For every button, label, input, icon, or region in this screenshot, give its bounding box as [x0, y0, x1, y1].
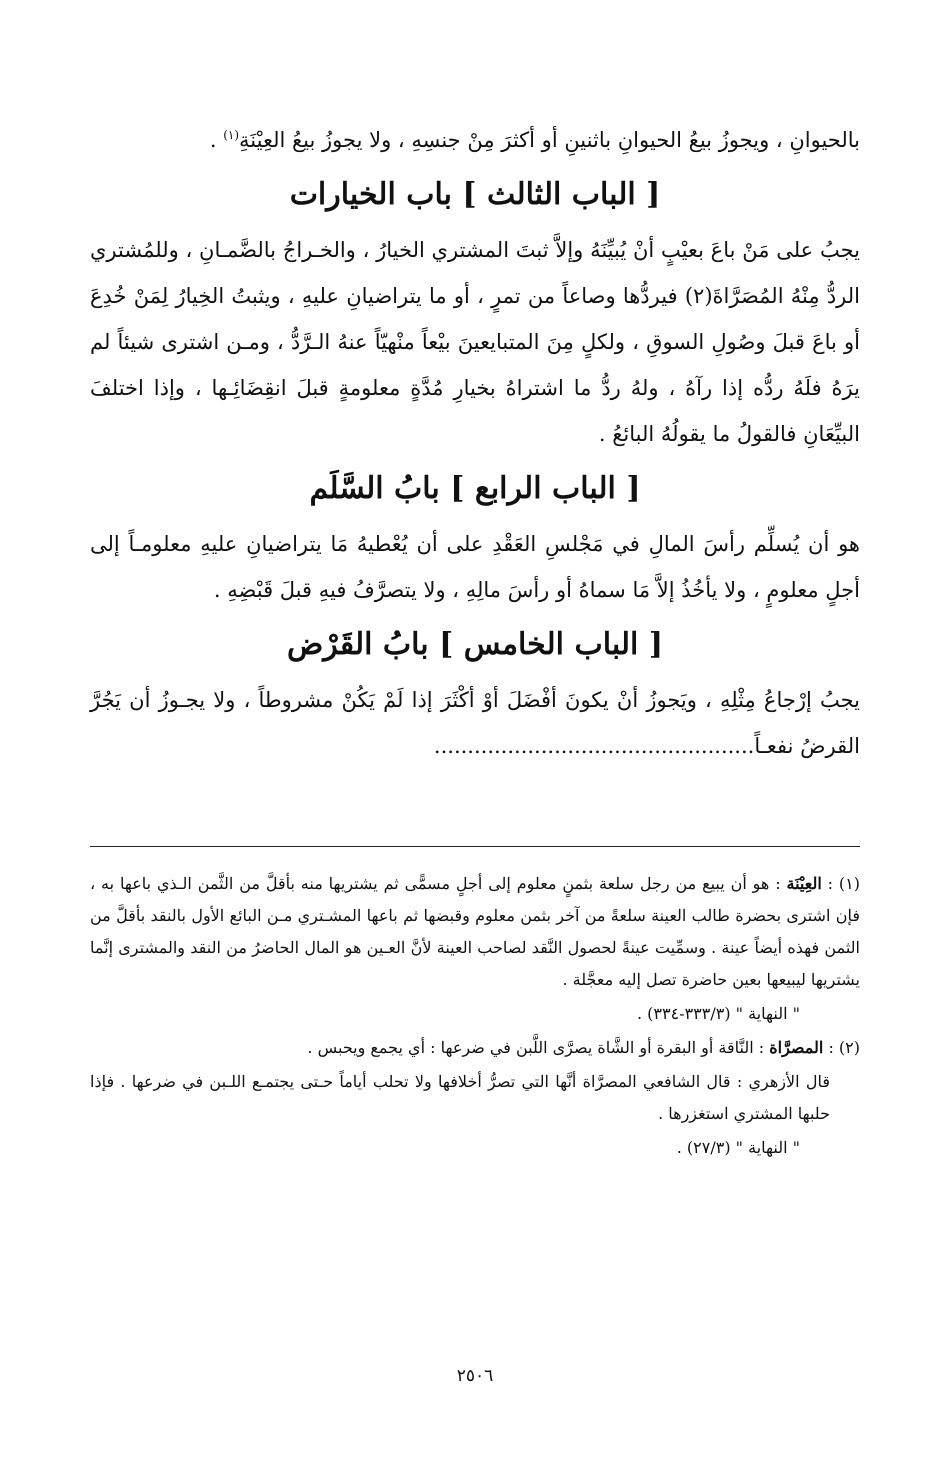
footnote-1-source: " النهاية " (٣٣٣/٣-٣٣٤) . [636, 1004, 800, 1023]
footnote-1-number: (١) : [827, 874, 860, 893]
section-text-salam: هو أن يُسلِّم رأسَ المالِ في مَجْلسِ العَقْدِ على أن يُعْطيهُ مَا يتراضيانِ عليهِ معلومـاً إلى أجلٍ معلومٍ ، ولا يأخُذُ إلاَّ مَا سماهُ أو رأسَ مالِهِ ، ولا يتصرَّفُ فيهِ قبلَ قَبْضِهِ . [90, 532, 861, 602]
footnote-divider [90, 846, 860, 847]
footnote-2-text: : النَّاقة أو البقرة أو الشَّاة يصرَّى اللَّبن في ضرعها : أي يجمع ويحبس . [307, 1038, 770, 1057]
footnote-2-number: (٢) : [828, 1038, 860, 1057]
intro-end: . [209, 128, 224, 152]
trailing-dots: ................................................ [433, 734, 755, 758]
intro-paragraph [90, 112, 860, 163]
footnote-1 [90, 868, 860, 996]
footnote-1-text: : هو أن يبيع من رجل سلعة بثمنٍ معلوم إلى أجلٍ مسمًّى ثم يشتريها منه بأقلَّ من الثَّمن الـذي باعها به ، فإن اشترى بحضرة طالب العينة سلعةً من آخر بثمن معلوم وقبضها ثم باعها المشـتري مـن البائع الأول بالنقد بأقلَّ من الثمن فهذه أيضاً عينة . وسمِّيت عينةً لحصول النَّقد لصاحب العينة لأنَّ العـين هو المال الحاضرُ من النقد والمشترى إنَّما يشتريها ليبيعها بعين حاضرة تصل إليه معجَّلة . [90, 874, 860, 989]
section-text-options: يجبُ على مَنْ باعَ بعيْبٍ أنْ يُبيِّنَهُ وإلاَّ ثبتَ المشتري الخيارُ ، والخـراجُ بالضَّمـانِ ، وللمُشتري الردُّ مِنْهُ المُصَرَّاةَ(٢) فيردُّها وصاعاً من تمرٍ ، أو ما يتراضيانِ عليهِ ، ويثبتُ الخِيارُ لِمَنْ خُدِعَ أو باعَ قبلَ وصُولِ السوقِ ، ولكلٍ مِنَ المتبايعينَ بيْعاً منْهيّاً عنهُ الـرَّدُّ ، ومـن اشترى شيئاً لم يرَهُ فلَهُ ردُّه إذا رآهُ ، ولهُ ردُّ ما اشتراهُ بخيارِ مُدَّةٍ معلومةٍ قبلَ انقِضَائِـها ، وإذا اختلفَ البيِّعَانِ فالقولُ ما يقولُهُ البائعُ . [90, 238, 860, 446]
footnote-2-source: " النهاية " (٢٧/٣) . [676, 1138, 800, 1157]
section-heading-options: [ الباب الثالث ] باب الخيارات [289, 177, 661, 212]
footnote-1-term: العِيْنَة [786, 874, 822, 893]
section-heading-salam: [ الباب الرابع ] بابُ السَّلَم [309, 471, 641, 506]
page-number: ٢٥٠٦ [456, 1366, 494, 1386]
section-heading-loan: [ الباب الخامس ] بابُ القَرْض [286, 627, 664, 662]
footnote-2-term: المصرَّاة [769, 1038, 824, 1057]
section-text-loan [90, 677, 860, 769]
footnote-2-extra: قال الأزهري : قال الشافعي المصرَّاة أنَّها التي تصرُّ أخلافها ولا تحلب أياماً حـتى يجتمـع اللـبن في ضرعها . فإذا حلبها المشتري استغزرها . [90, 1072, 830, 1123]
footnote-marker-1[interactable]: (١) [223, 128, 240, 142]
footnote-2 [90, 1032, 860, 1064]
main-text [90, 112, 860, 769]
intro-line: بالحيوانِ ، ويجوزُ بيعُ الحيوانِ باثنينِ أو أكثرَ مِنْ جنسِهِ ، ولا يجوزُ بيعُ العِيْنَةِ [239, 128, 860, 152]
page [90, 0, 860, 1482]
footnotes [90, 868, 860, 1166]
loan-text: يجبُ إرْجاعُ مِثْلِهِ ، ويَجوزُ أنْ يكونَ أفْضَلَ أوْ أكْثَرَ إذا لَمْ يَكُنْ مشروطاً ، ولا يجـوزُ أن يَجُرَّ القرضُ نفعـاً [90, 688, 860, 758]
